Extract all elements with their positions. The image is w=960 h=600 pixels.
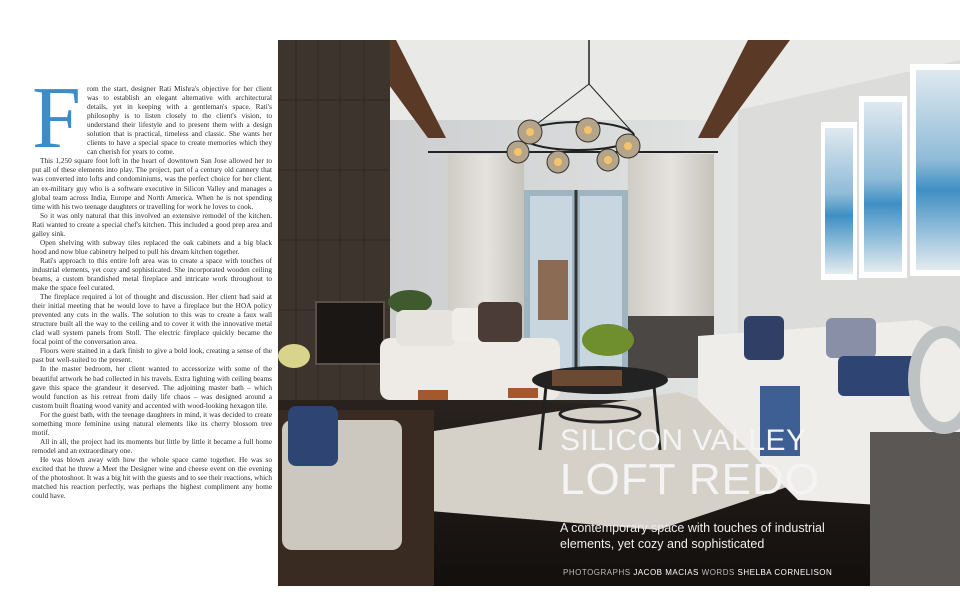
credit-words-label: WORDS — [701, 568, 735, 577]
feature-subtitle: A contemporary space with touches of industrial elements, yet cozy and sophisticated — [560, 521, 825, 551]
article-paragraph: Rati's approach to this entire loft area was to create a space with touches of industrial elements, yet cozy and sophisticated. She incorporated wooden ceiling beams, a custom brandished metal fireplace and intricate work throughout to make the space feel curated. — [32, 255, 272, 293]
article-body — [32, 70, 272, 501]
article-paragraph: The fireplace required a lot of thought and discussion. Her client had said at their initial meeting that he would love to have a fireplace but the HOA policy prevented any cuts in the walls. The solution to this was to create a faux wall structure built all the way to the ceiling and to cover it with the innovative metal clad wall system panels from Stoll. The electric fireplace quickly became the focal point of the conversation area. — [32, 292, 272, 347]
credit-photo-name: JACOB MACIAS — [633, 568, 699, 577]
drop-cap: F — [32, 70, 81, 167]
living-room-illustration — [278, 40, 960, 586]
article-paragraph: Open shelving with subway tiles replaced the oak cabinets and a big black hood and now blue cabinetry helped to pull his dream kitchen together. — [32, 237, 272, 256]
article-paragraph: Floors were stained in a dark finish to give a bold look, creating a sense of the past but well-suited to the present. — [32, 346, 272, 365]
article-paragraph: He was blown away with how the whole space came together. He was so excited that he threw a Meet the Designer wine and cheese event on the evening of the photoshoot. It was a big hit with the guests and to see their reactions, which matched his reaction perfectly, was perhaps the highest compliment any home could have. — [32, 454, 272, 501]
credit-photo-label: PHOTOGRAPHS — [563, 568, 631, 577]
armchair — [278, 406, 434, 586]
feature-photo — [278, 40, 960, 586]
fireplace — [316, 302, 384, 364]
feature-headline — [560, 426, 820, 502]
article-paragraph: In the master bedroom, her client wanted to accessorize with some of the beautiful artwork he had collected in his travels. Extra lighting with ceiling beams gave this space the grandeur it deserved. The adjoining master bath – which would function as his retreat from daily life chaos – was designed around a custom built floating wood vanity and accented with wood-looking hexagon tile. — [32, 364, 272, 410]
article-paragraph: So it was only natural that this involved an extensive remodel of the kitchen. Rati wanted to create a special chef's kitchen. This included a good prep area and galley sink. — [32, 210, 272, 238]
article-paragraph: This 1,250 square foot loft in the heart of downtown San Jose allowed her to put all of these elements into play. The project, part of a century old cannery that was converted into lofts and condominiums, was the perfect choice for her client, an ex-military guy who is a software executive in Silicon Valley and manages a global team across India, Europe and North America. When he is not spending time with his two teenage daughters or travelling for work he loves to cook. — [32, 156, 272, 211]
article-paragraph: All in all, the project had its moments but little by little it became a full home remodel and an extraordinary one. — [32, 436, 272, 455]
headline-line-1: SILICON VALLEY — [560, 424, 807, 457]
headline-line-2: LOFT REDO — [560, 455, 821, 504]
photo-credits — [563, 568, 832, 577]
credit-words-name: SHELBA CORNELISON — [737, 568, 833, 577]
article-paragraph: rom the start, designer Rati Mishra's objective for her client was to establish an elegant alternative with architectural details, yet in keeping with a gentleman's space. Rati's philosophy is to listen closely to the client's vision, to understand their lifestyle and to present them with a design solution that is practical, timeless and classic. She wants her clients to have a special space to create memories which they can cherish for years to come. — [86, 84, 272, 157]
article-paragraph: For the guest bath, with the teenage daughters in mind, it was decided to create something more feminine using natural elements like its cherry blossom tree motif. — [32, 409, 272, 437]
